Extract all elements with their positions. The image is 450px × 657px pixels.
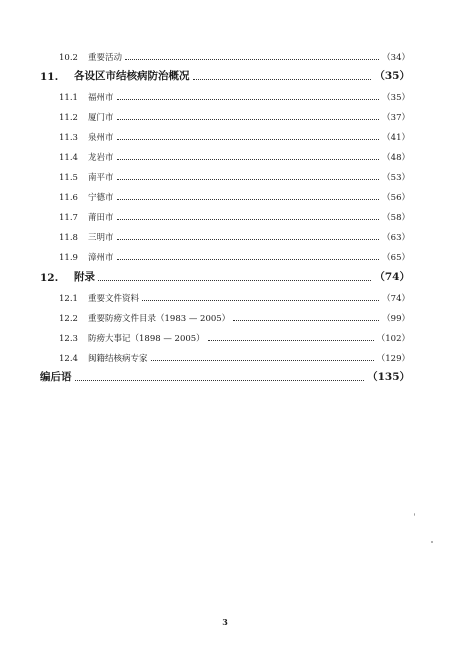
toc-entry-title: 宁德市 [88,193,114,203]
toc-entry-page: （35） [382,93,410,103]
toc-entry-page: （63） [382,233,410,243]
toc-entry-number: 11.7 [59,213,78,223]
toc-entry-page: （53） [382,173,410,183]
toc-entry-page: （102） [376,334,410,344]
dot-leader [117,219,380,220]
dot-leader [125,59,379,60]
toc-entry-title: 三明市 [88,233,114,243]
toc-entry [40,147,410,163]
toc-section-heading [40,67,410,83]
dot-leader [117,139,380,140]
toc-entry-page: （37） [382,113,410,123]
toc-entry [40,87,410,103]
dot-leader [233,320,379,321]
dot-leader [193,79,372,80]
toc-entry-title: 重要活动 [88,53,123,63]
toc-entry-page: （135） [367,371,410,383]
toc-entry [40,288,410,304]
toc-entry [40,328,410,344]
toc-entry-title: 防痨大事记（1898 — 2005） [88,334,205,344]
toc-entry-title: 福州市 [88,93,114,103]
dot-leader [98,280,371,281]
toc-entry [40,308,410,324]
toc-entry-page: （99） [382,314,410,324]
toc-entry [40,247,410,263]
toc-entry-title: 厦门市 [88,113,114,123]
toc-entry-number: 12.4 [59,354,78,364]
toc-entry [40,187,410,203]
dot-leader [117,239,380,240]
dot-leader [117,179,380,180]
toc-section-heading [40,268,410,284]
toc-entry-page: （74） [382,294,410,304]
dot-leader [117,159,380,160]
toc-entry-number: 11.6 [59,193,78,203]
toc-entry-page: （65） [382,253,410,263]
dot-leader [117,199,380,200]
toc-entry-number: 11.3 [59,133,78,143]
toc-entry-page: （74） [374,271,410,283]
scan-speck [414,513,415,516]
dot-leader [208,340,374,341]
toc-entry [40,207,410,223]
toc-entry-title: 闽籍结核病专家 [88,354,148,364]
toc-entry-number: 11.5 [59,173,78,183]
dot-leader [117,119,380,120]
scan-speck [431,541,433,543]
dot-leader [117,259,380,260]
toc-entry-title: 附录 [74,271,95,283]
toc-entry-number: 11.8 [59,233,78,243]
toc-entry-title: 编后语 [40,371,72,383]
toc-entry-page: （56） [382,193,410,203]
toc-entry-page: （58） [382,213,410,223]
toc-entry [40,107,410,123]
toc-entry [40,348,410,364]
page-number: 3 [222,617,228,627]
toc-entry-page: （129） [376,354,410,364]
toc-entry-page: （41） [382,133,410,143]
toc-entry-number: 12.3 [59,334,78,344]
toc-entry-title: 南平市 [88,173,114,183]
toc-entry-title: 龙岩市 [88,153,114,163]
toc-entry-number: 12.1 [59,294,78,304]
toc-entry-title: 漳州市 [88,253,114,263]
toc-entry-number: 11.2 [59,113,78,123]
toc-entry [40,227,410,243]
toc-entry-number: 10.2 [59,53,78,63]
toc-entry-number: 11.1 [59,93,78,103]
dot-leader [142,300,379,301]
toc-entry-title: 重要防痨文件目录（1983 — 2005） [88,314,231,324]
dot-leader [151,360,374,361]
toc-entry-page: （35） [374,70,410,82]
toc-entry-number: 12.2 [59,314,78,324]
toc-entry-title: 各设区市结核病防治概况 [74,70,190,82]
toc-entry-title: 重要文件资料 [88,294,140,304]
toc-entry-page: （34） [382,53,410,63]
toc-entry-number: 11.9 [59,253,78,263]
toc-entry [40,167,410,183]
dot-leader [75,380,365,381]
toc-entry [40,127,410,143]
toc-entry-title: 莆田市 [88,213,114,223]
toc-entry-number: 12. [40,272,59,284]
toc-entry-title: 泉州市 [88,133,114,143]
toc-entry-number: 11. [40,71,59,83]
toc-section-heading [40,368,410,384]
toc-entry-page: （48） [382,153,410,163]
toc-entry [40,47,410,63]
toc-entry-number: 11.4 [59,153,78,163]
dot-leader [117,99,380,100]
